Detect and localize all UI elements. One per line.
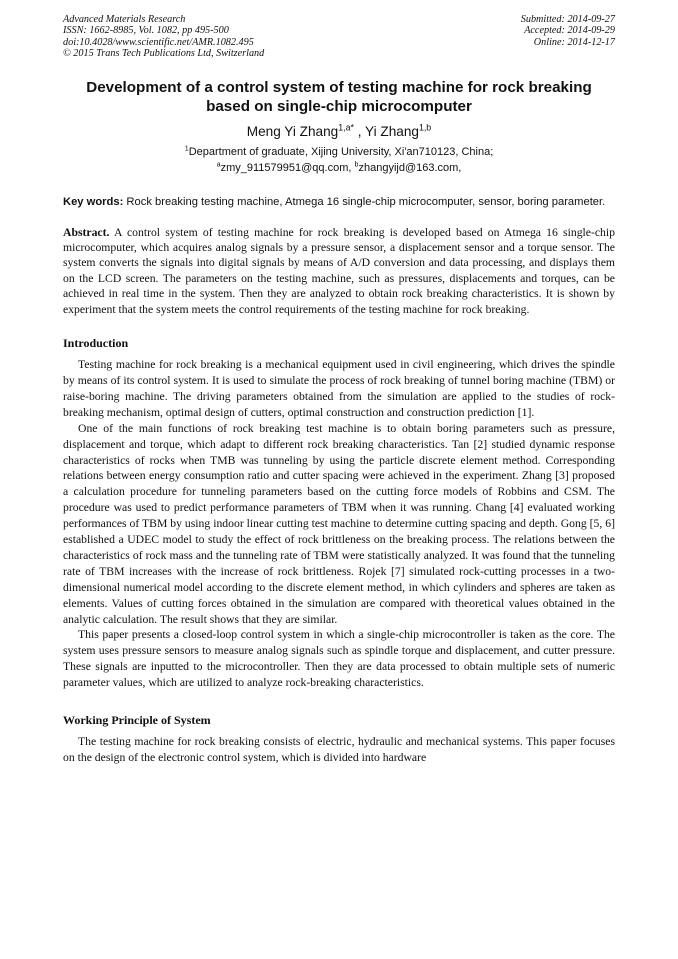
paragraph: One of the main functions of rock breaking test machine is to obtain boring parameters such as pressure, displacement and torque, which adapt to different rock breaking characteristics. Tan [2] studied dynamic response characteristics of rocks when TMB was tunneling by using the particle discrete element method. Corresponding relations between energy consumption ratio and cutter spacing were achieved in the experiment. Zhang [3] proposed a calculation procedure for tunneling parameters based on the cutting force models of Robbins and CSM. The procedure was used to predict performance parameters of TBM when it was running. Chang [4] evaluated working performances of TBM by using indoor linear cutting test machine to determine cutting spacing and depth. Gong [5, 6] established a UDEC model to study the effect of rock brittleness on the breaking process. The relations between the characteristics of rock mass and the tunneling rate of TBM were statistically analyzed. It was found that the tunneling rate of TBM increases with the increase of rock brittleness. Rojek [7] simulated rock-cutting processes in a two-dimensional numerical model according to the discrete element method, in which cylinders and spheres are taken as elements. Values of cutting forces obtained in the simulation are compared with theoretical values obtained in the analytic calculation. The result shows that they are similar.	[63, 421, 615, 626]
abstract	[63, 225, 615, 317]
email-b-marker: b	[354, 159, 359, 168]
submission-dates	[521, 14, 615, 60]
affiliation	[63, 144, 615, 176]
journal-doi: doi:10.4028/www.scientific.net/AMR.1082.495	[63, 36, 254, 48]
author-1-name: Meng Yi Zhang	[246, 123, 339, 139]
section-heading-working-principle: Working Principle of System	[63, 713, 211, 728]
section-heading-introduction: Introduction	[63, 336, 129, 351]
email-a-marker: a	[216, 159, 221, 168]
email-a: zmy_911579951@qq.com,	[220, 161, 355, 174]
paragraph: Testing machine for rock breaking is a mechanical equipment used in civil engineering, which drives the spindle by means of its control system. It is used to simulate the process of rock breaking of tunnel boring machine (TBM) or raise-boring machine. The driving parameters obtained from the simulation are applied to the studies of rock-breaking mechanism, optimal design of cutters, optimal construction and construction prediction [1].	[63, 358, 615, 419]
paper-title-line-2: based on single-chip microcomputer	[206, 97, 472, 115]
journal-header	[63, 14, 615, 60]
paragraph: This paper presents a closed-loop control system in which a single-chip microcontroller is taken as the core. The system uses pressure sensors to measure analog signals such as spindle torque and displacement, and cutter pressure. These signals are inputted to the microcontroller. Then they are data processed to obtain multiple sets of numeric parameter values, which are utilized to analyze rock-breaking characteristics.	[63, 628, 615, 690]
author-1-marker: 1,a*	[338, 122, 354, 133]
author-2-marker: 1,b	[418, 122, 432, 133]
paragraph: The testing machine for rock breaking consists of electric, hydraulic and mechanical systems. This paper focuses on the design of the electronic control system, which is divided into hardware	[63, 735, 615, 764]
abstract-label: Abstract.	[63, 225, 110, 239]
submitted-date: Submitted: 2014-09-27	[520, 14, 615, 25]
author-list	[63, 123, 615, 140]
online-date: Online: 2014-12-17	[533, 36, 615, 48]
journal-copyright: © 2015 Trans Tech Publications Ltd, Switzerland	[63, 48, 265, 60]
author-separator: ,	[353, 123, 366, 139]
keywords-text: Rock breaking testing machine, Atmega 16 single-chip microcomputer, sensor, boring parameter.	[123, 195, 606, 208]
affiliation-line	[63, 144, 615, 160]
affiliation-text: Department of graduate, Xijing University, Xi'an710123, China;	[188, 145, 494, 158]
accepted-date: Accepted: 2014-09-29	[524, 25, 615, 37]
journal-issn: ISSN: 1662-8985, Vol. 1082, pp 495-500	[63, 25, 229, 37]
email-line	[63, 160, 615, 176]
abstract-text: A control system of testing machine for rock breaking is developed based on Atmega 16 single-chip microcomputer, which acquires analog signals by a pressure sensor, a displacement sensor and a torque sensor. The system converts the signals into digital signals by means of A/D conversion and data processing, and displays them on the LCD screen. The parameters on the testing machine, such as pressures, displacements and torques, can be achieved in real time in the system. Then they are analyzed to obtain rock breaking characteristics. It is shown by experiment that the system meets the control requirements of the testing machine for rock breaking.	[63, 225, 615, 316]
author-2-name: Yi Zhang	[365, 123, 419, 139]
paper-title-line-1: Development of a control system of testing machine for rock breaking	[86, 78, 592, 96]
journal-name: Advanced Materials Research	[63, 14, 186, 25]
affiliation-marker: 1	[184, 143, 189, 152]
email-b: zhangyijd@163.com,	[358, 161, 462, 174]
keywords	[63, 195, 615, 210]
journal-info	[63, 14, 264, 60]
keywords-label: Key words:	[63, 195, 124, 208]
paper-title	[63, 78, 615, 116]
